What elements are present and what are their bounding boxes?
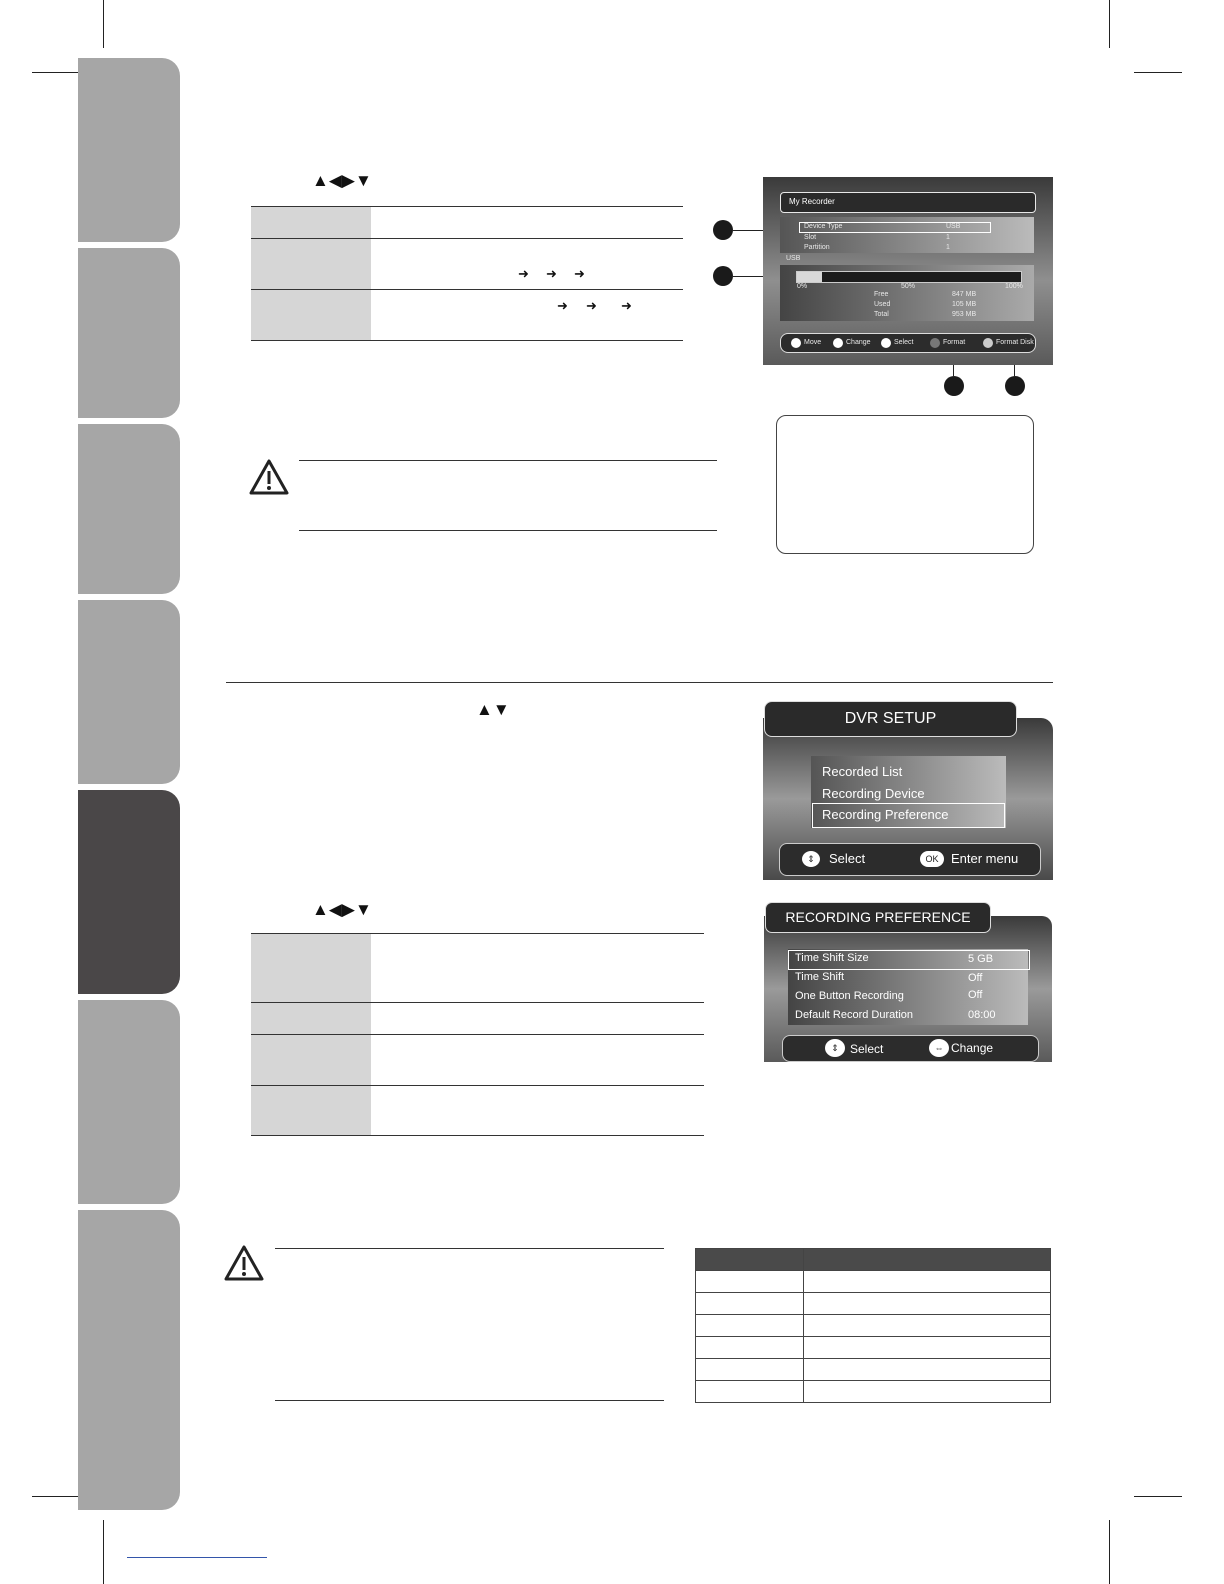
ok-icon <box>881 338 891 348</box>
table-row <box>696 1337 1051 1359</box>
arrow-right-icon: ➜ <box>546 266 557 281</box>
callout-1 <box>713 220 733 240</box>
callout-2 <box>713 266 733 286</box>
usb-usage-panel <box>780 265 1034 321</box>
dvr-setup-screen <box>763 700 1053 880</box>
crop-mark <box>1134 1496 1182 1497</box>
legend-format-disk: Format Disk <box>996 339 1034 346</box>
note-box <box>776 415 1034 554</box>
warning-rule-top <box>275 1248 664 1249</box>
side-tab-2[interactable] <box>78 248 180 418</box>
table-row <box>696 1271 1051 1293</box>
usb-label: USB <box>786 255 801 262</box>
time-shift-size-value[interactable]: 5 GB <box>968 953 994 965</box>
four-way-arrows-icon: ▲◀▶▼ <box>312 900 372 919</box>
callout-4 <box>1005 376 1025 396</box>
side-tab-3[interactable] <box>78 424 180 594</box>
time-shift-value[interactable]: Off <box>968 972 983 984</box>
crop-mark <box>1109 0 1110 48</box>
warning-rule-top <box>299 460 717 461</box>
preference-list <box>788 949 1028 1025</box>
partition-value: 1 <box>946 244 950 251</box>
arrow-right-icon: ➜ <box>518 266 529 281</box>
device-info-panel <box>780 217 1034 253</box>
format-disk-color-button-icon <box>983 338 993 348</box>
format-color-button-icon <box>930 338 940 348</box>
time-shift-size-label[interactable]: Time Shift Size <box>795 952 869 964</box>
select-icon: ⇕ <box>802 851 820 867</box>
default-record-duration-value[interactable]: 08:00 <box>968 1009 996 1021</box>
partition-label: Partition <box>804 244 830 251</box>
move-icon <box>791 338 801 348</box>
side-tab-7[interactable] <box>78 1210 180 1510</box>
scale-50: 50% <box>901 283 916 290</box>
callout-3 <box>944 376 964 396</box>
warning-rule-bottom <box>299 530 717 531</box>
arrow-right-icon: ➜ <box>557 298 568 313</box>
usage-bar <box>796 271 1022 283</box>
my-recorder-screen <box>763 177 1053 365</box>
table-header-row <box>696 1249 1051 1271</box>
one-button-recording-label[interactable]: One Button Recording <box>795 990 904 1002</box>
change-icon: ⇔ <box>929 1039 949 1057</box>
free-label: Free <box>874 291 889 298</box>
warning-icon <box>248 458 290 501</box>
four-way-arrows-icon: ▲◀▶▼ <box>312 171 372 190</box>
table-row <box>696 1315 1051 1337</box>
slot-value: 1 <box>946 234 950 241</box>
side-tab-4[interactable] <box>78 600 180 784</box>
my-recorder-legend <box>780 333 1036 353</box>
usage-bar-fill <box>797 272 822 282</box>
dvr-setup-menu <box>811 756 1006 828</box>
legend-select: Select <box>894 339 914 346</box>
device-type-label: Device Type <box>804 223 843 230</box>
dvr-setup-legend <box>779 843 1041 876</box>
menu-recorded-list[interactable]: Recorded List <box>822 764 903 779</box>
side-tab-6[interactable] <box>78 1000 180 1204</box>
crop-mark <box>32 1496 80 1497</box>
arrow-right-icon: ➜ <box>586 298 597 313</box>
arrow-right-icon: ➜ <box>574 266 585 281</box>
crop-mark <box>103 1520 104 1584</box>
select-icon: ⇕ <box>825 1039 845 1057</box>
used-label: Used <box>874 301 891 308</box>
default-record-duration-label[interactable]: Default Record Duration <box>795 1009 914 1021</box>
menu-recording-device[interactable]: Recording Device <box>822 786 925 801</box>
recording-preference-legend <box>782 1035 1039 1062</box>
free-value: 847 MB <box>952 291 977 298</box>
arrow-right-icon: ➜ <box>621 298 632 313</box>
bottom-link-underline <box>127 1557 267 1558</box>
dvr-setup-title: DVR SETUP <box>844 710 937 727</box>
slot-label: Slot <box>804 234 817 241</box>
used-value: 105 MB <box>952 301 977 308</box>
warning-rule-bottom <box>275 1400 664 1401</box>
legend-enter-menu: Enter menu <box>951 851 1019 866</box>
recording-preference-title-bar <box>765 902 991 933</box>
legend-move: Move <box>804 339 822 346</box>
ok-icon: OK <box>920 851 944 867</box>
dvr-setup-title-bar <box>764 701 1017 737</box>
scale-100: 100% <box>1005 283 1023 290</box>
legend-select: Select <box>850 1042 884 1056</box>
crop-mark <box>1109 1520 1110 1584</box>
one-button-recording-value[interactable]: Off <box>968 989 983 1001</box>
crop-mark <box>1134 72 1182 73</box>
total-value: 953 MB <box>952 311 977 318</box>
table-row <box>696 1293 1051 1315</box>
table-row <box>696 1381 1051 1403</box>
recording-preference-screen <box>764 902 1054 1068</box>
crop-mark <box>103 0 104 48</box>
recording-preference-title: RECORDING PREFERENCE <box>785 909 971 925</box>
warning-icon <box>223 1244 265 1287</box>
scale-0: 0% <box>797 283 808 290</box>
time-shift-label[interactable]: Time Shift <box>795 971 845 983</box>
side-tab-5-active[interactable] <box>78 790 180 994</box>
legend-change: Change <box>951 1041 994 1055</box>
my-recorder-title-bar <box>780 192 1036 213</box>
side-tab-1[interactable] <box>78 58 180 242</box>
my-recorder-title: My Recorder <box>789 197 835 206</box>
total-label: Total <box>874 311 889 318</box>
legend-format: Format <box>943 339 966 346</box>
up-down-arrows-icon: ▲▼ <box>476 700 510 719</box>
menu-recording-preference[interactable]: Recording Preference <box>822 807 949 822</box>
section-divider <box>226 682 1053 683</box>
change-icon <box>833 338 843 348</box>
legend-change: Change <box>846 339 871 346</box>
device-type-value: USB <box>946 223 961 230</box>
duration-table <box>695 1248 1051 1403</box>
legend-select: Select <box>829 851 866 866</box>
crop-mark <box>32 72 80 73</box>
table-row <box>696 1359 1051 1381</box>
